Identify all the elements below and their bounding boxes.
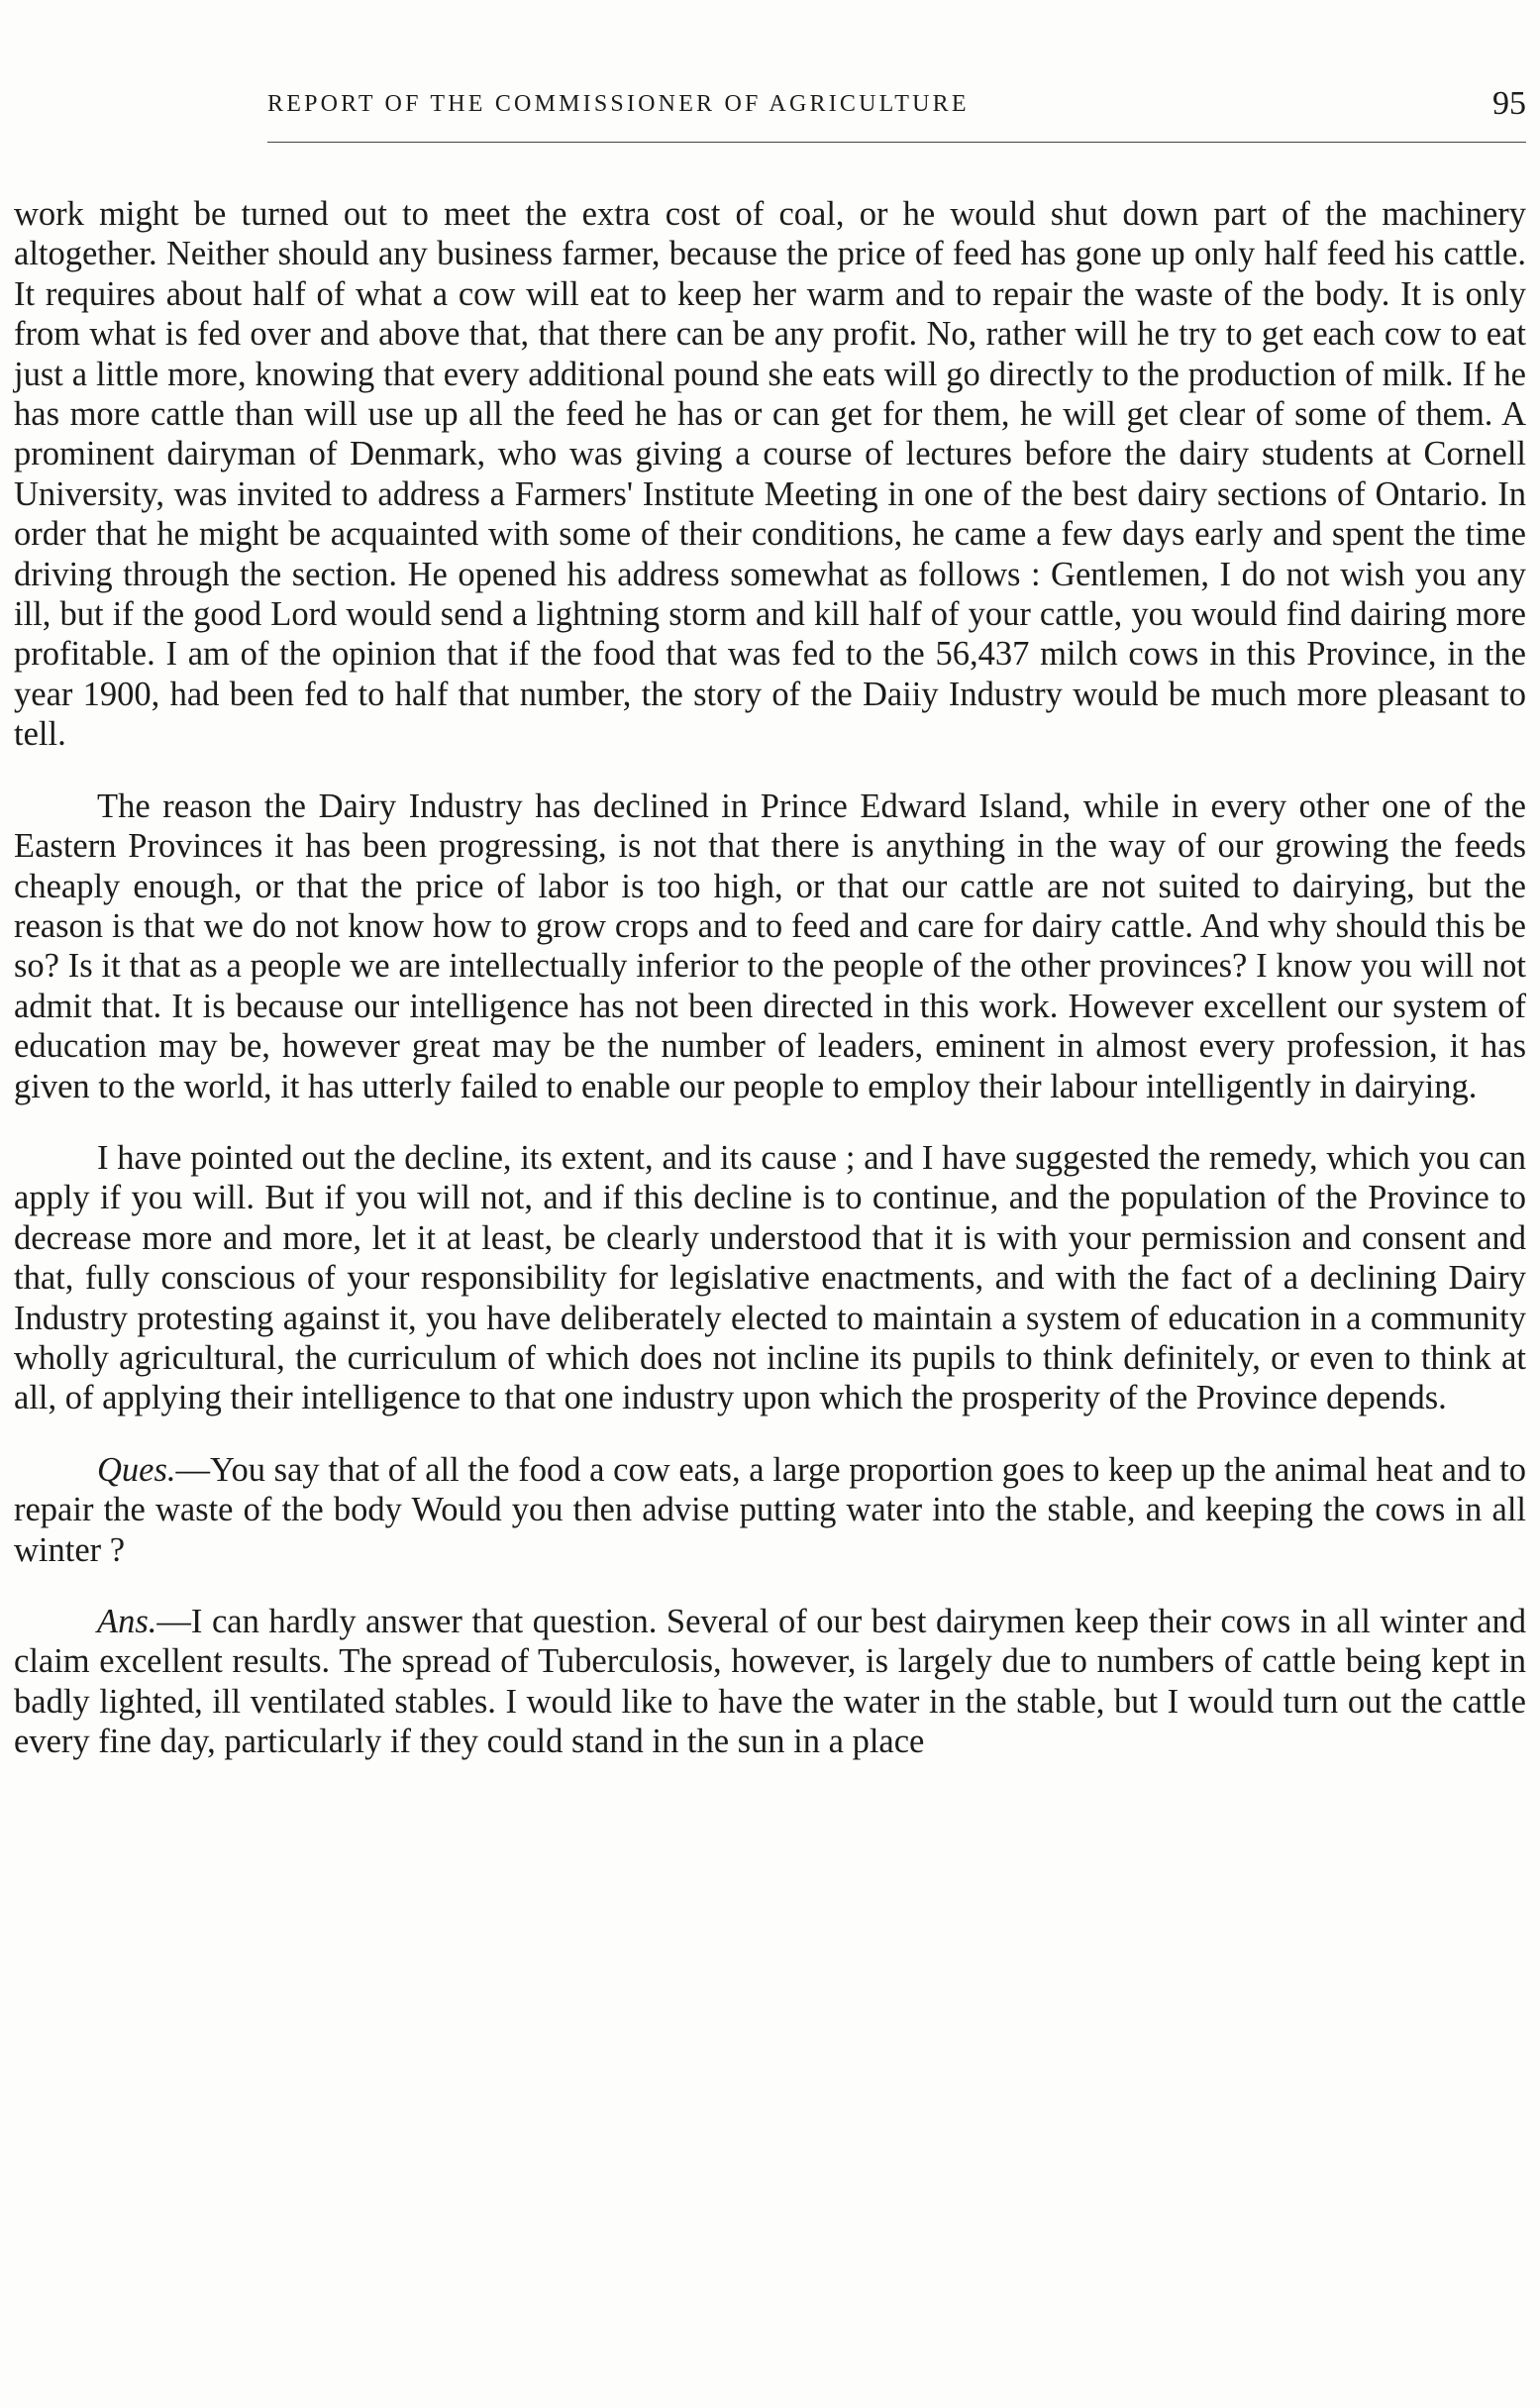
paragraph-text: —I can hardly answer that question. Several of our best dairymen keep their cows in all winter and claim excellent results. The spread of Tuberculosis, however, is largely due to numbers of cattle being kept in badly lighted, ill ventilated stables. I would like to have the water in the stable, but I would turn out the cattle every fine day, particularly if they could stand in the sun in a place: [14, 1603, 1526, 1761]
question-paragraph: [14, 1450, 1526, 1570]
body-text: [14, 194, 1526, 1762]
paragraph-text: I have pointed out the decline, its extent, and its cause ; and I have suggested the remedy, which you can apply if you will. But if you will not, and if this decline is to continue, and the population of the Province to decrease more and more, let it at least, be clearly understood that it is with your permission and consent and that, fully conscious of your responsibility for legislative enactments, and with the fact of a declining Dairy Industry protesting against it, you have deliberately elected to maintain a system of education in a community wholly agricultural, the curriculum of which does not incline its pupils to think definitely, or even to think at all, of applying their intelligence to that one industry upon which the prosperity of the Province depends.: [14, 1138, 1526, 1417]
answer-lead: Ans.: [97, 1603, 157, 1640]
paragraph-text: —You say that of all the food a cow eats, a large proportion goes to keep up the animal heat and to repair the waste of the body Would you then advise putting water into the stable, and keeping the cows in all winter ?: [14, 1450, 1526, 1569]
paragraph-text: The reason the Dairy Industry has declined in Prince Edward Island, while in every other one of the Eastern Provinces it has been progressing, is not that there is anything in the way of our growing the feeds cheaply enough, or that the price of labor is too high, or that our cattle are not suited to dairying, but the reason is that we do not know how to grow crops and to feed and care for dairy cattle. And why should this be so? Is it that as a people we are intellectually inferior to the people of the other provinces? I know you will not admit that. It is because our intelligence has not been directed in this work. However excellent our system of education may be, however great may be the number of leaders, eminent in almost every profession, it has given to the world, it has utterly failed to enable our people to employ their labour intelligently in dairying.: [14, 786, 1526, 1105]
running-head: REPORT OF THE COMMISSIONER OF AGRICULTURE: [267, 91, 970, 117]
paragraph-text: work might be turned out to meet the extra cost of coal, or he would shut down part of the machinery altogether. Neither should any business farmer, because the price of feed has gone up only half feed his cattle. It requires about half of what a cow will eat to keep her warm and to repair the waste of the body. It is only from what is fed over and above that, that there can be any profit. No, rather will he try to get each cow to eat just a little more, knowing that every additional pound she eats will go directly to the production of milk. If he has more cattle than will use up all the feed he has or can get for them, he will get clear of some of them. A prominent dairyman of Denmark, who was giving a course of lectures before the dairy students at Cornell University, was invited to address a Farmers' Institute Meeting in one of the best dairy sections of Ontario. In order that he might be acquainted with some of their conditions, he came a few days early and spent the time driving through the section. He opened his address somewhat as follows : Gentlemen, I do not wish you any ill, but if the good Lord would send a lightning storm and kill half of your cattle, you would find dairing more profitable. I am of the opinion that if the food that was fed to the 56,437 milch cows in this Province, in the year 1900, had been fed to half that number, the story of the Daiiy Industry would be much more pleasant to tell.: [14, 195, 1526, 754]
answer-paragraph: [14, 1602, 1526, 1762]
page-header: [267, 85, 1526, 145]
paragraph: [14, 1138, 1526, 1418]
page-number: 95: [1492, 85, 1526, 122]
paragraph: [14, 786, 1526, 1106]
paragraph-continuation: [14, 194, 1526, 755]
question-lead: Ques.: [97, 1450, 176, 1489]
header-rule: [267, 142, 1526, 143]
